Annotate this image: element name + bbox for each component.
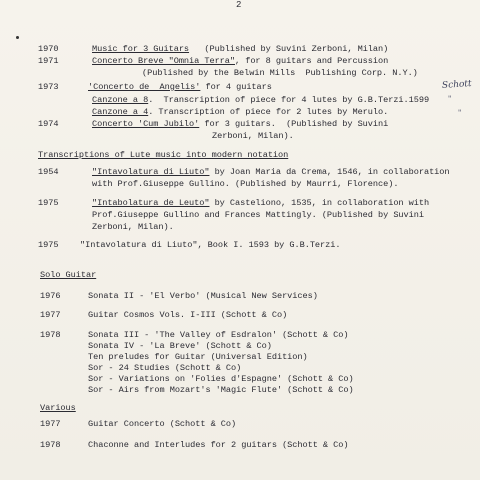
transcription-line: "Intavolatura di Liuto", Book I. 1593 by G.B.Terzi. (80, 240, 341, 250)
work-title: "Intavolatura di Liuto" (92, 167, 210, 177)
page-number: 2 (236, 0, 242, 10)
year-1976: 1976 (40, 291, 61, 301)
handwritten-note: Schott (441, 78, 472, 92)
section-heading-various: Various (40, 403, 76, 413)
handwritten-ditto-mark: " (448, 95, 452, 103)
work-line: Sonata IV - 'La Breve' (Schott & Co) (88, 341, 272, 351)
transcription-line: "Intabolatura de Leuto" by Casteliono, 1535, in collaboration with (92, 198, 430, 208)
year-1977: 1977 (40, 310, 61, 320)
work-line: Sonata II - 'El Verbo' (Musical New Services) (88, 291, 318, 301)
work-line-continuation: Zerboni, Milan). (212, 131, 294, 141)
work-title: Canzone a 4 (92, 107, 149, 117)
work-line: Guitar Concerto (Schott & Co) (88, 419, 237, 429)
work-line: Sor - 24 Studies (Schott & Co) (88, 363, 242, 373)
year-1973: 1973 (38, 82, 59, 92)
work-line: Canzone a 8. Transcription of piece for 4 lutes by G.B.Terzi.1599 (92, 95, 430, 105)
year-1954: 1954 (38, 167, 59, 177)
transcription-line: Prof.Giuseppe Gullino and Frances Mattingly. (Published by Suvini (92, 210, 424, 220)
work-title: Concerto 'Cum Jubilo' (92, 119, 200, 129)
transcription-line: with Prof.Giuseppe Gullino. (Published by Maurri, Florence). (92, 179, 399, 189)
work-line: Sor - Variations on 'Folies d'Espagne' (Schott & Co) (88, 374, 354, 384)
work-title: Concerto Breve "Omnia Terra" (92, 56, 235, 66)
year-1975: 1975 (38, 240, 59, 250)
work-line: Guitar Cosmos Vols. I-III (Schott & Co) (88, 310, 288, 320)
year-1974: 1974 (38, 119, 59, 129)
work-line: 'Concerto de Angelis' for 4 guitars (88, 82, 272, 92)
year-1970: 1970 (38, 44, 59, 54)
work-title: "Intabolatura de Leuto" (92, 198, 210, 208)
section-heading-transcriptions: Transcriptions of Lute music into modern notation (38, 150, 289, 160)
work-line: Sonata III - 'The Valley of Esdralon' (Schott & Co) (88, 330, 349, 340)
work-line: Chaconne and Interludes for 2 guitars (Schott & Co) (88, 440, 349, 450)
work-line: Concerto Breve "Omnia Terra", for 8 guitars and Percussion (92, 56, 389, 66)
transcription-line: "Intavolatura di Liuto" by Joan Maria da Crema, 1546, in collaboration (92, 167, 450, 177)
work-line: Canzone a 4. Transcription of piece for 2 lutes by Merulo. (92, 107, 389, 117)
work-title: Canzone a 8 (92, 95, 149, 105)
year-1978: 1978 (40, 440, 61, 450)
section-heading-solo-guitar: Solo Guitar (40, 270, 97, 280)
work-title: 'Concerto de Angelis' (88, 82, 201, 92)
year-1978: 1978 (40, 330, 61, 340)
year-1975: 1975 (38, 198, 59, 208)
work-line: Ten preludes for Guitar (Universal Edition) (88, 352, 308, 362)
year-1977: 1977 (40, 419, 61, 429)
work-line: Sor - Airs from Mozart's 'Magic Flute' (Schott & Co) (88, 385, 354, 395)
handwritten-ditto-mark: " (458, 109, 462, 117)
work-line-continuation: (Published by the Belwin Mills Publishing Corp. N.Y.) (142, 68, 418, 78)
work-line: Music for 3 Guitars (Published by Suvini Zerboni, Milan) (92, 44, 389, 54)
work-title: Music for 3 Guitars (92, 44, 190, 54)
margin-dot (16, 36, 19, 39)
work-line: Concerto 'Cum Jubilo' for 3 guitars. (Published by Suvini (92, 119, 389, 129)
year-1971: 1971 (38, 56, 59, 66)
transcription-line: Zerboni, Milan). (92, 222, 174, 232)
